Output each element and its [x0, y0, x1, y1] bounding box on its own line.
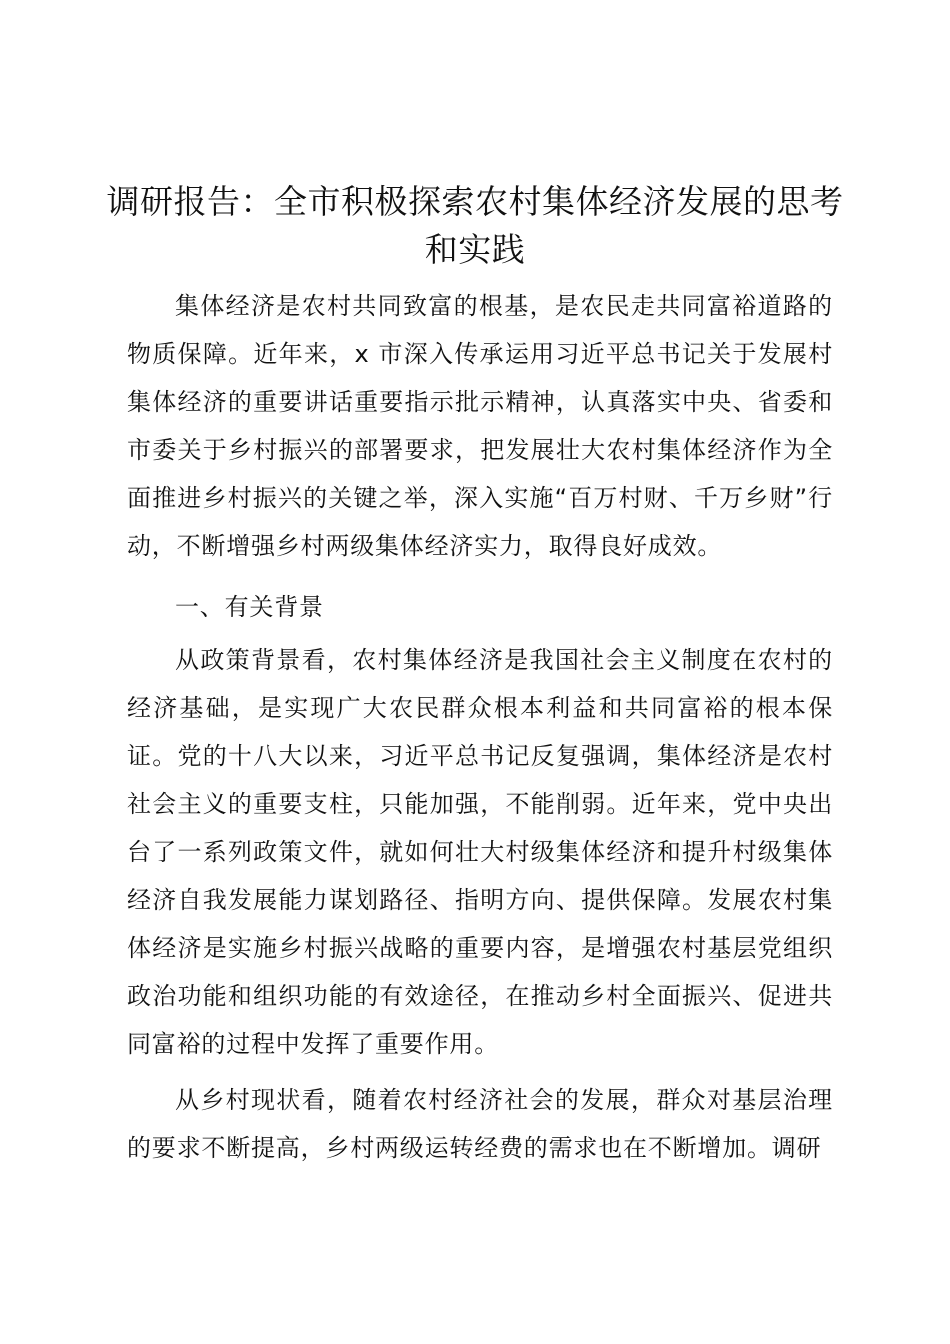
document-title: 调研报告：全市积极探索农村集体经济发展的思考和实践 [106, 182, 844, 269]
village-status-paragraph: 从乡村现状看，随着农村经济社会的发展，群众对基层治理的要求不断提高，乡村两级运转经费的需求也在不断增加。调研 [127, 1086, 833, 1162]
document-body [127, 282, 833, 1180]
intro-paragraph: 集体经济是农村共同致富的根基，是农民走共同富裕道路的物质保障。近年来，x 市深入传承运用习近平总书记关于发展村集体经济的重要讲话重要指示批示精神，认真落实中央、省委和市委关于乡村振兴的部署要求，把发展壮大农村集体经济作为全面推进乡村振兴的关键之举，深入实施“百万村财、千万乡财”行动，不断增强乡村两级集体经济实力，取得良好成效。 [127, 292, 833, 560]
policy-background-paragraph: 从政策背景看，农村集体经济是我国社会主义制度在农村的经济基础，是实现广大农民群众根本利益和共同富裕的根本保证。党的十八大以来，习近平总书记反复强调，集体经济是农村社会主义的重要支柱，只能加强，不能削弱。近年来，党中央出台了一系列政策文件，就如何壮大村级集体经济和提升村级集体经济自我发展能力谋划路径、指明方向、提供保障。发展农村集体经济是实施乡村振兴战略的重要内容，是增强农村基层党组织政治功能和组织功能的有效途径，在推动乡村全面振兴、促进共同富裕的过程中发挥了重要作用。 [127, 646, 833, 1058]
section-heading: 一、有关背景 [175, 593, 324, 621]
